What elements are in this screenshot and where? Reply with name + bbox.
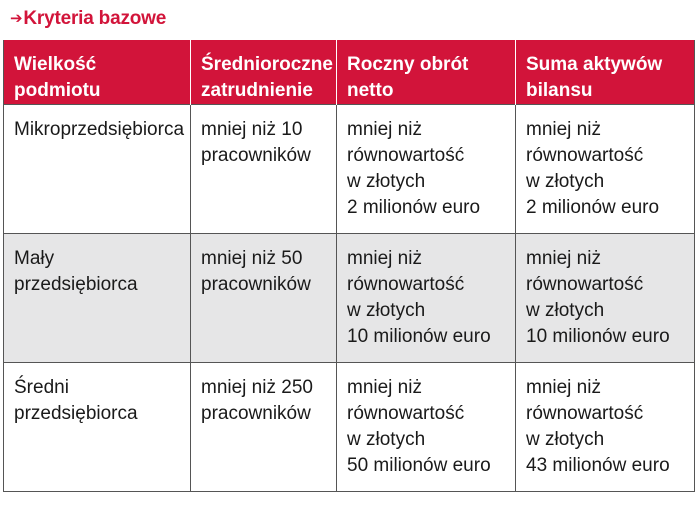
table-row [4, 105, 695, 234]
cell-size: Mikroprzedsiębiorca [4, 105, 191, 234]
cell-assets: mniej niż równowartość w złotych 10 milionów euro [516, 234, 695, 363]
table-row [4, 363, 695, 492]
table-header-row [4, 40, 695, 105]
column-header-assets: Suma aktywów bilansu [516, 40, 695, 105]
cell-employment: mniej niż 50 pracowników [191, 234, 337, 363]
cell-employment: mniej niż 250 pracowników [191, 363, 337, 492]
section-heading [10, 6, 166, 32]
cell-assets: mniej niż równowartość w złotych 43 milionów euro [516, 363, 695, 492]
arrow-right-icon: ➔ [10, 10, 23, 27]
column-header-turnover: Roczny obrót netto [337, 40, 516, 105]
column-header-size: Wielkość podmiotu [4, 40, 191, 105]
column-header-employment: Średnioroczne zatrudnienie [191, 40, 337, 105]
cell-size: Średni przedsiębiorca [4, 363, 191, 492]
table-row [4, 234, 695, 363]
cell-turnover: mniej niż równowartość w złotych 50 milionów euro [337, 363, 516, 492]
section-title: Kryteria bazowe [23, 8, 167, 29]
cell-employment: mniej niż 10 pracowników [191, 105, 337, 234]
cell-size: Mały przedsiębiorca [4, 234, 191, 363]
criteria-table [3, 40, 695, 492]
cell-turnover: mniej niż równowartość w złotych 2 milionów euro [337, 105, 516, 234]
cell-turnover: mniej niż równowartość w złotych 10 milionów euro [337, 234, 516, 363]
cell-assets: mniej niż równowartość w złotych 2 milionów euro [516, 105, 695, 234]
